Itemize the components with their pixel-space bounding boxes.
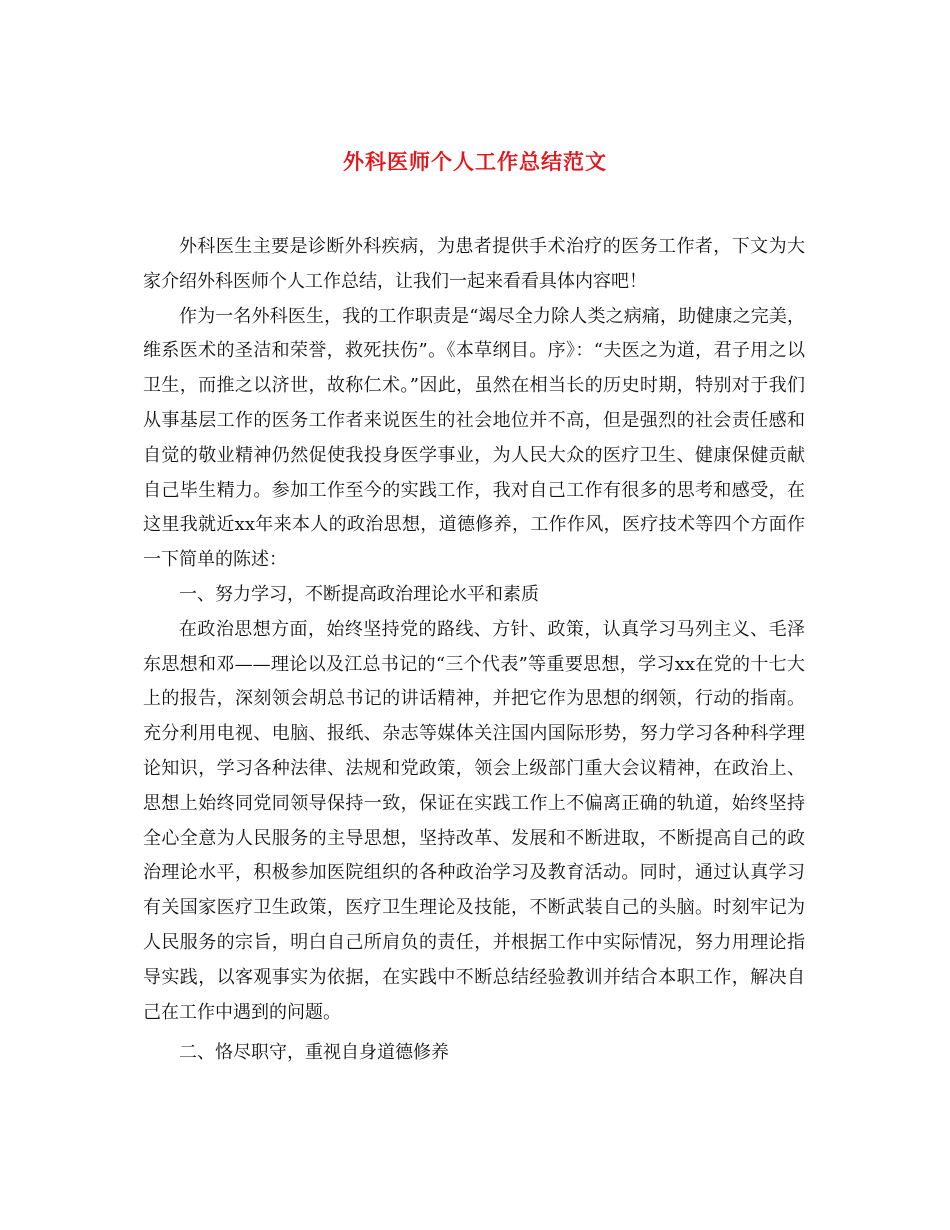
document-title: 外科医师个人工作总结范文 bbox=[343, 149, 607, 174]
paragraph-intro: 外科医生主要是诊断外科疾病，为患者提供手术治疗的医务工作者，下文为大家介绍外科医师个人工作总结，让我们一起来看看具体内容吧！ bbox=[143, 236, 805, 292]
document-body bbox=[143, 230, 805, 1071]
paragraph-duty: 作为一名外科医生，我的工作职责是“竭尽全力除人类之病痛，助健康之完美，维系医术的圣洁和荣誉，救死扶伤”。《本草纲目。序》：“夫医之为道，君子用之以卫生，而推之以济世，故称仁术。”因此，虽然在相当长的历史时期，特别对于我们从事基层工作的医务工作者来说医生的社会地位并不高，但是强烈的社会责任感和自觉的敬业精神仍然促使我投身医学事业，为人民大众的医疗卫生、健康保健贡献自己毕生精力。参加工作至今的实践工作，我对自己工作有很多的思考和感受，在这里我就近xx年来本人的政治思想，道德修养，工作作风，医疗技术等四个方面作一下简单的陈述： bbox=[143, 305, 805, 571]
section-heading-2: 二、恪尽职守，重视自身道德修养 bbox=[179, 1042, 449, 1064]
paragraph-politics: 在政治思想方面，始终坚持党的路线、方针、政策，认真学习马列主义、毛泽东思想和邓——理论以及江总书记的“三个代表”等重要思想，学习xx在党的十七大上的报告，深刻领会胡总书记的讲话精神，并把它作为思想的纲领，行动的指南。充分利用电视、电脑、报纸、杂志等媒体关注国内国际形势，努力学习各种科学理论知识，学习各种法律、法规和党政策，领会上级部门重大会议精神，在政治上、思想上始终同党同领导保持一致，保证在实践工作上不偏离正确的轨道，始终坚持全心全意为人民服务的主导思想，坚持改革、发展和不断进取，不断提高自己的政治理论水平，积极参加医院组织的各种政治学习及教育活动。同时，通过认真学习有关国家医疗卫生政策，医疗卫生理论及技能，不断武装自己的头脑。时刻牢记为人民服务的宗旨，明白自己所肩负的责任，并根据工作中实际情况，努力用理论指导实践，以客观事实为依据，在实践中不断总结经验教训并结合本职工作，解决自己在工作中遇到的问题。 bbox=[143, 618, 805, 1023]
section-heading-1: 一、努力学习，不断提高政治理论水平和素质 bbox=[179, 583, 539, 605]
